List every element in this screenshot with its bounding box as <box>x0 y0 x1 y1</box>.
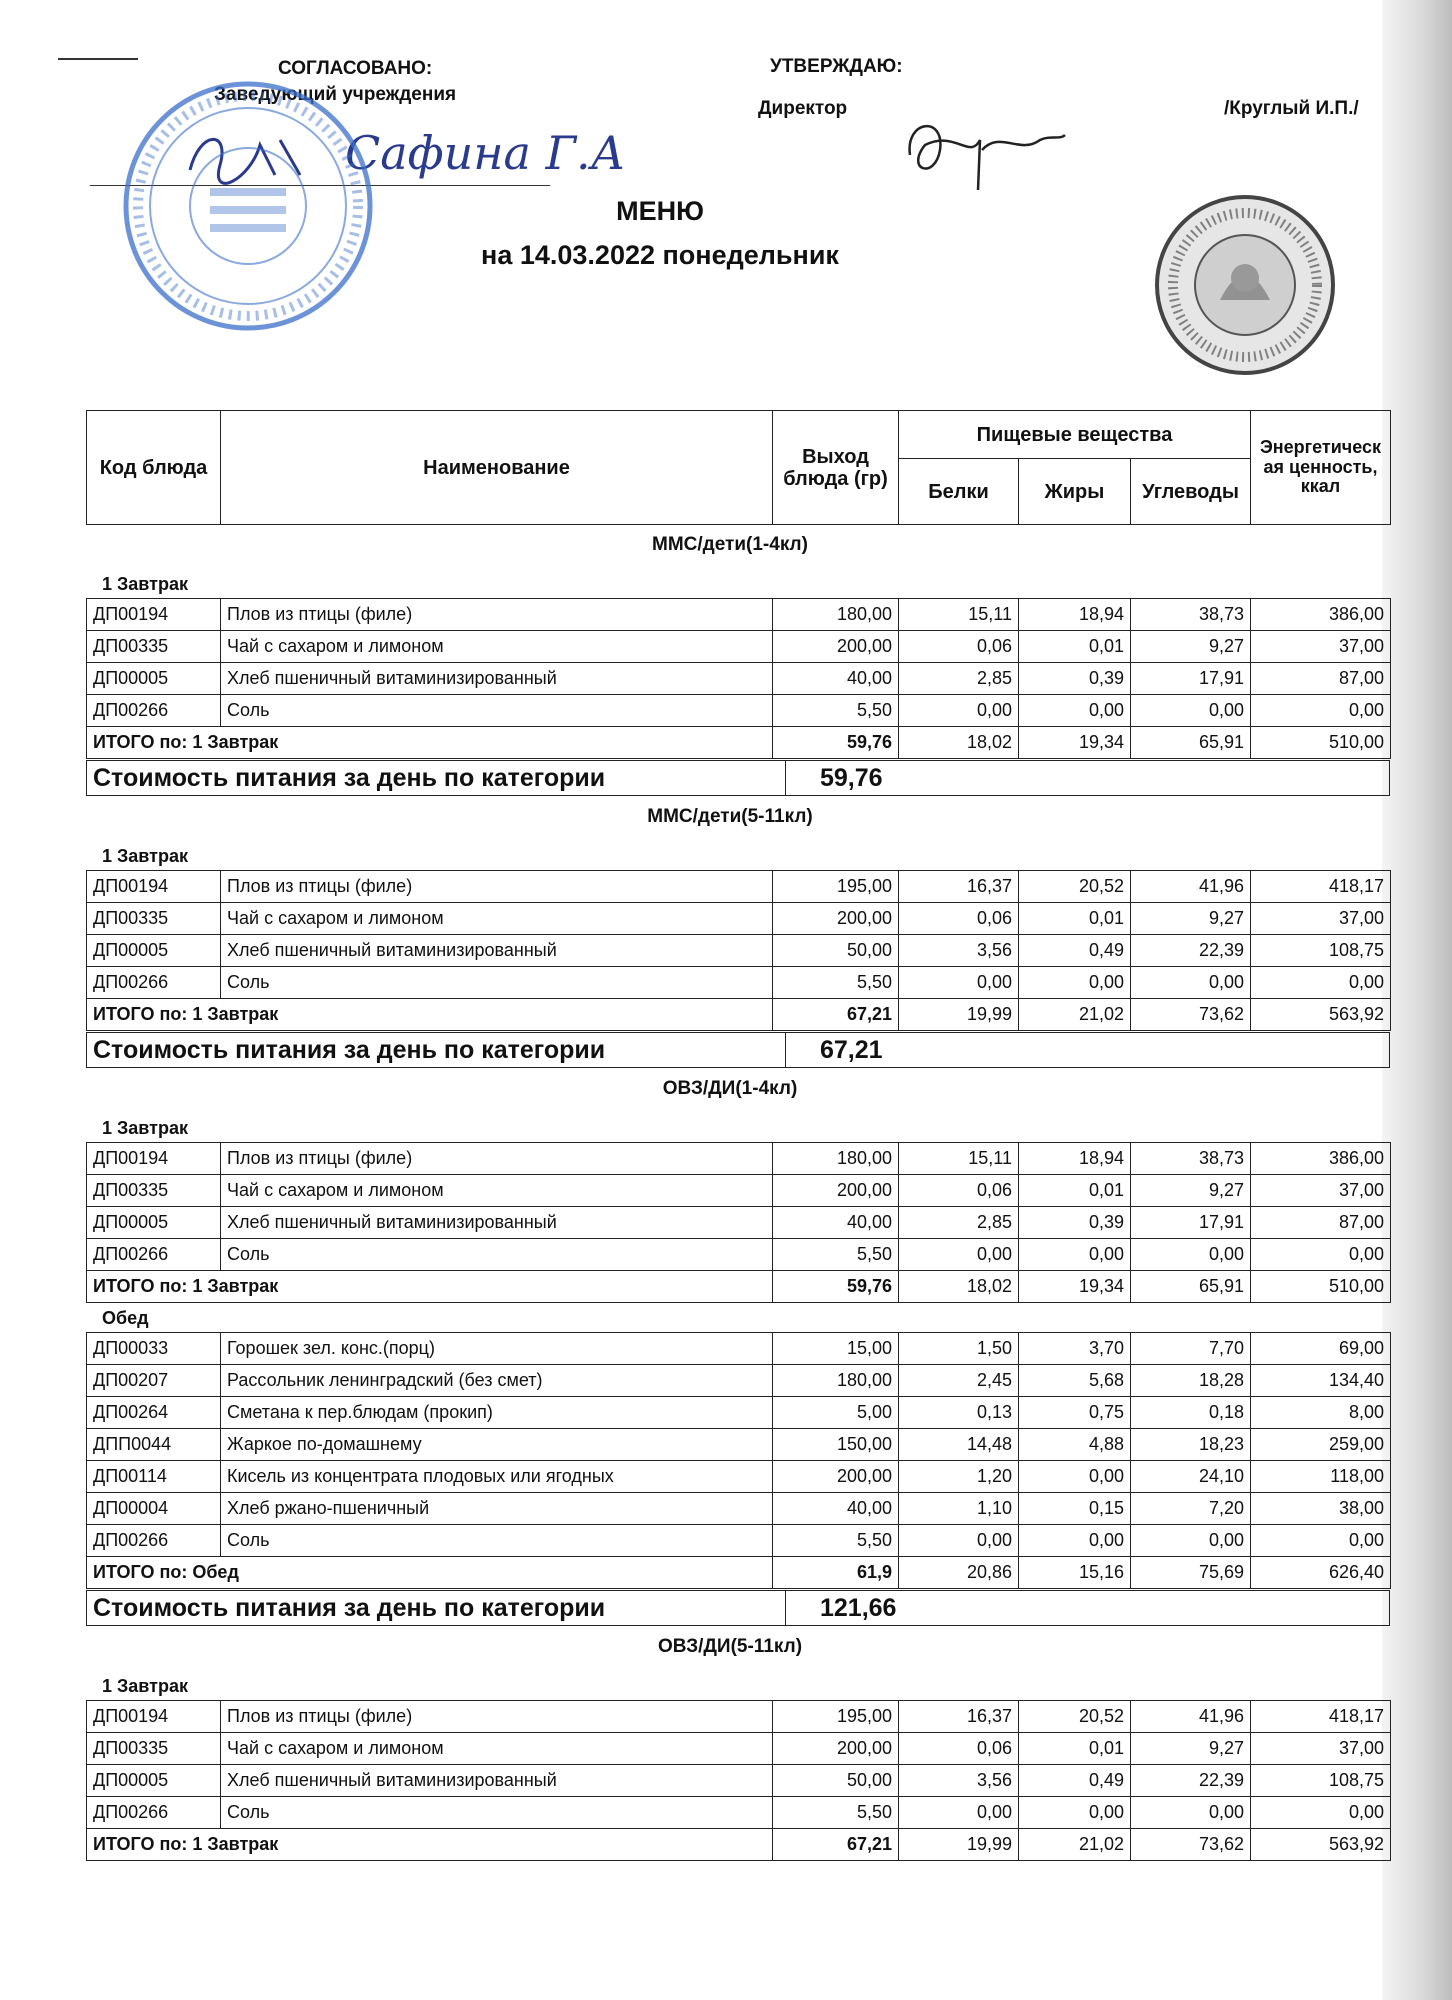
total-carbs: 65,91 <box>1131 1271 1251 1303</box>
dish-carbs: 17,91 <box>1131 1207 1251 1239</box>
meal-table <box>86 1142 1391 1303</box>
total-carbs: 73,62 <box>1131 999 1251 1031</box>
dish-yield: 200,00 <box>773 1461 899 1493</box>
dish-code: ДП00266 <box>87 1797 221 1829</box>
dish-yield: 5,50 <box>773 695 899 727</box>
dish-carbs: 0,00 <box>1131 967 1251 999</box>
dish-protein: 0,00 <box>899 967 1019 999</box>
meal-title: 1 Завтрак <box>102 1676 188 1696</box>
total-fat: 19,34 <box>1019 727 1131 759</box>
cost-row <box>87 1591 1390 1626</box>
dish-fat: 0,01 <box>1019 1733 1131 1765</box>
dish-carbs: 0,00 <box>1131 1239 1251 1271</box>
dish-yield: 200,00 <box>773 1175 899 1207</box>
dish-protein: 2,85 <box>899 1207 1019 1239</box>
dish-yield: 195,00 <box>773 871 899 903</box>
dish-carbs: 38,73 <box>1131 599 1251 631</box>
dish-code: ДП00335 <box>87 1175 221 1207</box>
dish-fat: 0,39 <box>1019 663 1131 695</box>
meal-table <box>86 870 1391 1031</box>
total-carbs: 65,91 <box>1131 727 1251 759</box>
dish-yield: 180,00 <box>773 599 899 631</box>
total-protein: 18,02 <box>899 1271 1019 1303</box>
dish-code: ДП00114 <box>87 1461 221 1493</box>
table-row <box>87 1493 1391 1525</box>
dish-code: ДП00005 <box>87 1207 221 1239</box>
dish-protein: 0,00 <box>899 1797 1019 1829</box>
dish-energy: 0,00 <box>1251 695 1391 727</box>
dish-name: Хлеб пшеничный витаминизированный <box>221 663 773 695</box>
total-carbs: 73,62 <box>1131 1829 1251 1861</box>
table-total-row <box>87 1557 1391 1589</box>
dish-fat: 0,00 <box>1019 1461 1131 1493</box>
total-fat: 21,02 <box>1019 1829 1131 1861</box>
dish-code: ДП00335 <box>87 1733 221 1765</box>
dish-carbs: 17,91 <box>1131 663 1251 695</box>
dish-carbs: 22,39 <box>1131 1765 1251 1797</box>
dish-fat: 4,88 <box>1019 1429 1131 1461</box>
dish-protein: 3,56 <box>899 1765 1019 1797</box>
dish-energy: 0,00 <box>1251 1525 1391 1557</box>
dish-protein: 1,10 <box>899 1493 1019 1525</box>
dish-fat: 0,00 <box>1019 1239 1131 1271</box>
dish-protein: 15,11 <box>899 599 1019 631</box>
dish-code: ДП00004 <box>87 1493 221 1525</box>
meal-table <box>86 598 1391 759</box>
dish-protein: 15,11 <box>899 1143 1019 1175</box>
dish-carbs: 9,27 <box>1131 1733 1251 1765</box>
dish-carbs: 18,23 <box>1131 1429 1251 1461</box>
dish-protein: 2,45 <box>899 1365 1019 1397</box>
dish-carbs: 0,00 <box>1131 1525 1251 1557</box>
agreed-role: Заведующий учреждения <box>214 84 457 105</box>
table-row <box>87 1397 1391 1429</box>
dish-yield: 5,50 <box>773 1797 899 1829</box>
dish-energy: 69,00 <box>1251 1333 1391 1365</box>
table-row <box>87 1797 1391 1829</box>
cost-label: Стоимость питания за день по категории <box>87 1591 786 1626</box>
total-label: ИТОГО по: 1 Завтрак <box>87 1829 773 1861</box>
dish-fat: 0,00 <box>1019 1525 1131 1557</box>
total-protein: 19,99 <box>899 999 1019 1031</box>
dish-code: ДП00266 <box>87 1525 221 1557</box>
dish-code: ДП00335 <box>87 903 221 935</box>
dish-code: ДП00194 <box>87 599 221 631</box>
dish-name: Хлеб пшеничный витаминизированный <box>221 1765 773 1797</box>
section-title: ММС/дети(5-11кл) <box>647 806 813 827</box>
meal-title: Обед <box>102 1308 149 1328</box>
dish-fat: 0,49 <box>1019 1765 1131 1797</box>
total-yield: 59,76 <box>773 727 899 759</box>
col-energy: Энергетическая ценность, ккал <box>1251 411 1391 525</box>
dish-code: ДП00207 <box>87 1365 221 1397</box>
dish-name: Плов из птицы (филе) <box>221 871 773 903</box>
table-row <box>87 599 1391 631</box>
cost-label: Стоимость питания за день по категории <box>87 761 786 796</box>
dish-fat: 0,00 <box>1019 967 1131 999</box>
dish-protein: 0,06 <box>899 1733 1019 1765</box>
table-row <box>87 1701 1391 1733</box>
total-yield: 59,76 <box>773 1271 899 1303</box>
dish-protein: 1,50 <box>899 1333 1019 1365</box>
dish-energy: 37,00 <box>1251 1733 1391 1765</box>
dish-name: Чай с сахаром и лимоном <box>221 1175 773 1207</box>
dish-code: ДП00266 <box>87 967 221 999</box>
cost-table <box>86 1590 1390 1626</box>
cost-row <box>87 1033 1390 1068</box>
dish-fat: 0,00 <box>1019 1797 1131 1829</box>
dish-name: Соль <box>221 967 773 999</box>
dish-name: Плов из птицы (филе) <box>221 599 773 631</box>
meal-title: 1 Завтрак <box>102 846 188 866</box>
table-row <box>87 903 1391 935</box>
dish-name: Чай с сахаром и лимоном <box>221 903 773 935</box>
table-row <box>87 663 1391 695</box>
dish-carbs: 22,39 <box>1131 935 1251 967</box>
dish-carbs: 41,96 <box>1131 1701 1251 1733</box>
menu-table-header <box>86 410 1391 525</box>
dish-name: Хлеб пшеничный витаминизированный <box>221 935 773 967</box>
dish-energy: 37,00 <box>1251 1175 1391 1207</box>
dish-code: ДП00194 <box>87 871 221 903</box>
total-energy: 626,40 <box>1251 1557 1391 1589</box>
dish-fat: 0,15 <box>1019 1493 1131 1525</box>
dish-protein: 0,13 <box>899 1397 1019 1429</box>
dish-code: ДП00194 <box>87 1143 221 1175</box>
page-title: МЕНЮ <box>616 196 704 226</box>
total-label: ИТОГО по: 1 Завтрак <box>87 999 773 1031</box>
dish-name: Соль <box>221 695 773 727</box>
dish-fat: 20,52 <box>1019 1701 1131 1733</box>
cost-value: 67,21 <box>786 1033 1390 1068</box>
dish-energy: 259,00 <box>1251 1429 1391 1461</box>
dish-fat: 0,49 <box>1019 935 1131 967</box>
dish-energy: 87,00 <box>1251 1207 1391 1239</box>
total-yield: 67,21 <box>773 999 899 1031</box>
dish-yield: 50,00 <box>773 935 899 967</box>
total-yield: 67,21 <box>773 1829 899 1861</box>
dish-yield: 5,50 <box>773 1525 899 1557</box>
dish-protein: 14,48 <box>899 1429 1019 1461</box>
dish-protein: 1,20 <box>899 1461 1019 1493</box>
dish-protein: 16,37 <box>899 871 1019 903</box>
dish-name: Хлеб пшеничный витаминизированный <box>221 1207 773 1239</box>
total-protein: 18,02 <box>899 727 1019 759</box>
dish-fat: 18,94 <box>1019 599 1131 631</box>
dish-protein: 0,00 <box>899 695 1019 727</box>
table-row <box>87 1525 1391 1557</box>
dish-carbs: 7,20 <box>1131 1493 1251 1525</box>
dish-carbs: 7,70 <box>1131 1333 1251 1365</box>
dish-fat: 0,39 <box>1019 1207 1131 1239</box>
table-total-row <box>87 999 1391 1031</box>
dish-yield: 40,00 <box>773 663 899 695</box>
dish-code: ДПП0044 <box>87 1429 221 1461</box>
col-name: Наименование <box>221 411 773 525</box>
meal-title: 1 Завтрак <box>102 1118 188 1138</box>
dish-energy: 134,40 <box>1251 1365 1391 1397</box>
table-row <box>87 1461 1391 1493</box>
meal-table <box>86 1332 1391 1589</box>
dish-name: Плов из птицы (филе) <box>221 1701 773 1733</box>
table-row <box>87 1239 1391 1271</box>
dish-protein: 0,06 <box>899 903 1019 935</box>
dish-energy: 108,75 <box>1251 1765 1391 1797</box>
dish-energy: 418,17 <box>1251 1701 1391 1733</box>
table-row <box>87 1333 1391 1365</box>
section-title: ОВЗ/ДИ(5-11кл) <box>657 1636 803 1657</box>
dish-yield: 40,00 <box>773 1207 899 1239</box>
dish-protein: 3,56 <box>899 935 1019 967</box>
col-nutrients: Пищевые вещества <box>899 411 1251 459</box>
dish-name: Кисель из концентрата плодовых или ягодных <box>221 1461 773 1493</box>
dish-fat: 0,75 <box>1019 1397 1131 1429</box>
top-rule <box>58 58 138 60</box>
cost-row <box>87 761 1390 796</box>
total-yield: 61,9 <box>773 1557 899 1589</box>
dish-yield: 40,00 <box>773 1493 899 1525</box>
total-fat: 19,34 <box>1019 1271 1131 1303</box>
dish-yield: 180,00 <box>773 1143 899 1175</box>
table-row <box>87 935 1391 967</box>
dish-carbs: 18,28 <box>1131 1365 1251 1397</box>
dish-energy: 108,75 <box>1251 935 1391 967</box>
total-label: ИТОГО по: Обед <box>87 1557 773 1589</box>
dish-code: ДП00194 <box>87 1701 221 1733</box>
cost-label: Стоимость питания за день по категории <box>87 1033 786 1068</box>
dish-yield: 150,00 <box>773 1429 899 1461</box>
dish-code: ДП00266 <box>87 1239 221 1271</box>
table-row <box>87 1365 1391 1397</box>
dish-yield: 5,00 <box>773 1397 899 1429</box>
dish-fat: 20,52 <box>1019 871 1131 903</box>
dish-yield: 200,00 <box>773 631 899 663</box>
dish-yield: 50,00 <box>773 1765 899 1797</box>
total-carbs: 75,69 <box>1131 1557 1251 1589</box>
cost-value: 59,76 <box>786 761 1390 796</box>
table-row <box>87 695 1391 727</box>
cost-table <box>86 760 1390 796</box>
col-carbs: Углеводы <box>1131 459 1251 525</box>
table-total-row <box>87 727 1391 759</box>
table-total-row <box>87 1829 1391 1861</box>
dish-name: Сметана к пер.блюдам (прокип) <box>221 1397 773 1429</box>
table-row <box>87 1175 1391 1207</box>
dish-energy: 8,00 <box>1251 1397 1391 1429</box>
dish-yield: 5,50 <box>773 967 899 999</box>
dish-energy: 0,00 <box>1251 967 1391 999</box>
dish-name: Чай с сахаром и лимоном <box>221 1733 773 1765</box>
dish-energy: 38,00 <box>1251 1493 1391 1525</box>
dish-fat: 5,68 <box>1019 1365 1131 1397</box>
dish-carbs: 24,10 <box>1131 1461 1251 1493</box>
dish-name: Соль <box>221 1797 773 1829</box>
dish-name: Хлеб ржано-пшеничный <box>221 1493 773 1525</box>
dish-code: ДП00264 <box>87 1397 221 1429</box>
dish-name: Горошек зел. конс.(порц) <box>221 1333 773 1365</box>
dish-carbs: 9,27 <box>1131 903 1251 935</box>
col-yield: Выход блюда (гр) <box>773 411 899 525</box>
cost-table <box>86 1032 1390 1068</box>
dish-name: Плов из птицы (филе) <box>221 1143 773 1175</box>
dish-fat: 0,00 <box>1019 695 1131 727</box>
dish-protein: 0,06 <box>899 1175 1019 1207</box>
dish-protein: 0,00 <box>899 1525 1019 1557</box>
dish-protein: 2,85 <box>899 663 1019 695</box>
dish-energy: 0,00 <box>1251 1797 1391 1829</box>
dish-fat: 0,01 <box>1019 903 1131 935</box>
dish-energy: 87,00 <box>1251 663 1391 695</box>
table-row <box>87 631 1391 663</box>
total-label: ИТОГО по: 1 Завтрак <box>87 727 773 759</box>
page-subtitle: на 14.03.2022 понедельник <box>481 240 839 270</box>
dish-carbs: 0,00 <box>1131 1797 1251 1829</box>
dish-yield: 200,00 <box>773 903 899 935</box>
total-energy: 510,00 <box>1251 727 1391 759</box>
dish-code: ДП00266 <box>87 695 221 727</box>
dish-name: Жаркое по-домашнему <box>221 1429 773 1461</box>
dish-energy: 37,00 <box>1251 903 1391 935</box>
dish-yield: 180,00 <box>773 1365 899 1397</box>
page-edge-shadow <box>1382 0 1452 2000</box>
approve-role: Директор <box>758 98 848 119</box>
table-total-row <box>87 1271 1391 1303</box>
dish-energy: 37,00 <box>1251 631 1391 663</box>
col-protein: Белки <box>899 459 1019 525</box>
section-title: ОВЗ/ДИ(1-4кл) <box>662 1078 798 1099</box>
dish-code: ДП00005 <box>87 935 221 967</box>
meal-table <box>86 1700 1391 1861</box>
table-row <box>87 871 1391 903</box>
dish-fat: 0,01 <box>1019 631 1131 663</box>
table-row <box>87 1733 1391 1765</box>
dish-carbs: 9,27 <box>1131 1175 1251 1207</box>
dish-protein: 0,00 <box>899 1239 1019 1271</box>
dish-name: Рассольник ленинградский (без смет) <box>221 1365 773 1397</box>
dish-yield: 195,00 <box>773 1701 899 1733</box>
total-protein: 20,86 <box>899 1557 1019 1589</box>
dish-carbs: 0,00 <box>1131 695 1251 727</box>
dish-yield: 15,00 <box>773 1333 899 1365</box>
dish-carbs: 9,27 <box>1131 631 1251 663</box>
table-row <box>87 967 1391 999</box>
total-fat: 21,02 <box>1019 999 1131 1031</box>
dish-carbs: 41,96 <box>1131 871 1251 903</box>
table-row <box>87 1765 1391 1797</box>
dish-name: Чай с сахаром и лимоном <box>221 631 773 663</box>
dish-fat: 18,94 <box>1019 1143 1131 1175</box>
dish-code: ДП00005 <box>87 663 221 695</box>
dish-carbs: 38,73 <box>1131 1143 1251 1175</box>
table-row <box>87 1207 1391 1239</box>
dish-energy: 0,00 <box>1251 1239 1391 1271</box>
agreed-label: СОГЛАСОВАНО: <box>278 58 433 79</box>
dish-energy: 386,00 <box>1251 1143 1391 1175</box>
dish-protein: 16,37 <box>899 1701 1019 1733</box>
total-protein: 19,99 <box>899 1829 1019 1861</box>
dish-code: ДП00335 <box>87 631 221 663</box>
director-signature <box>900 110 1070 200</box>
col-code: Код блюда <box>87 411 221 525</box>
approve-name: /Круглый И.П./ <box>1224 98 1359 119</box>
dish-energy: 418,17 <box>1251 871 1391 903</box>
dish-fat: 3,70 <box>1019 1333 1131 1365</box>
dish-energy: 386,00 <box>1251 599 1391 631</box>
dish-carbs: 0,18 <box>1131 1397 1251 1429</box>
dish-name: Соль <box>221 1525 773 1557</box>
total-energy: 563,92 <box>1251 999 1391 1031</box>
total-fat: 15,16 <box>1019 1557 1131 1589</box>
cost-value: 121,66 <box>786 1591 1390 1626</box>
col-fat: Жиры <box>1019 459 1131 525</box>
dish-energy: 118,00 <box>1251 1461 1391 1493</box>
dish-protein: 0,06 <box>899 631 1019 663</box>
dish-fat: 0,01 <box>1019 1175 1131 1207</box>
total-energy: 510,00 <box>1251 1271 1391 1303</box>
table-row <box>87 1143 1391 1175</box>
approve-label: УТВЕРЖДАЮ: <box>770 56 903 77</box>
dish-yield: 200,00 <box>773 1733 899 1765</box>
table-row <box>87 1429 1391 1461</box>
section-title: ММС/дети(1-4кл) <box>652 534 808 555</box>
total-energy: 563,92 <box>1251 1829 1391 1861</box>
meal-title: 1 Завтрак <box>102 574 188 594</box>
agreed-signature: Сафина Г.А <box>345 126 626 180</box>
dish-code: ДП00005 <box>87 1765 221 1797</box>
dish-code: ДП00033 <box>87 1333 221 1365</box>
dish-yield: 5,50 <box>773 1239 899 1271</box>
total-label: ИТОГО по: 1 Завтрак <box>87 1271 773 1303</box>
dish-name: Соль <box>221 1239 773 1271</box>
